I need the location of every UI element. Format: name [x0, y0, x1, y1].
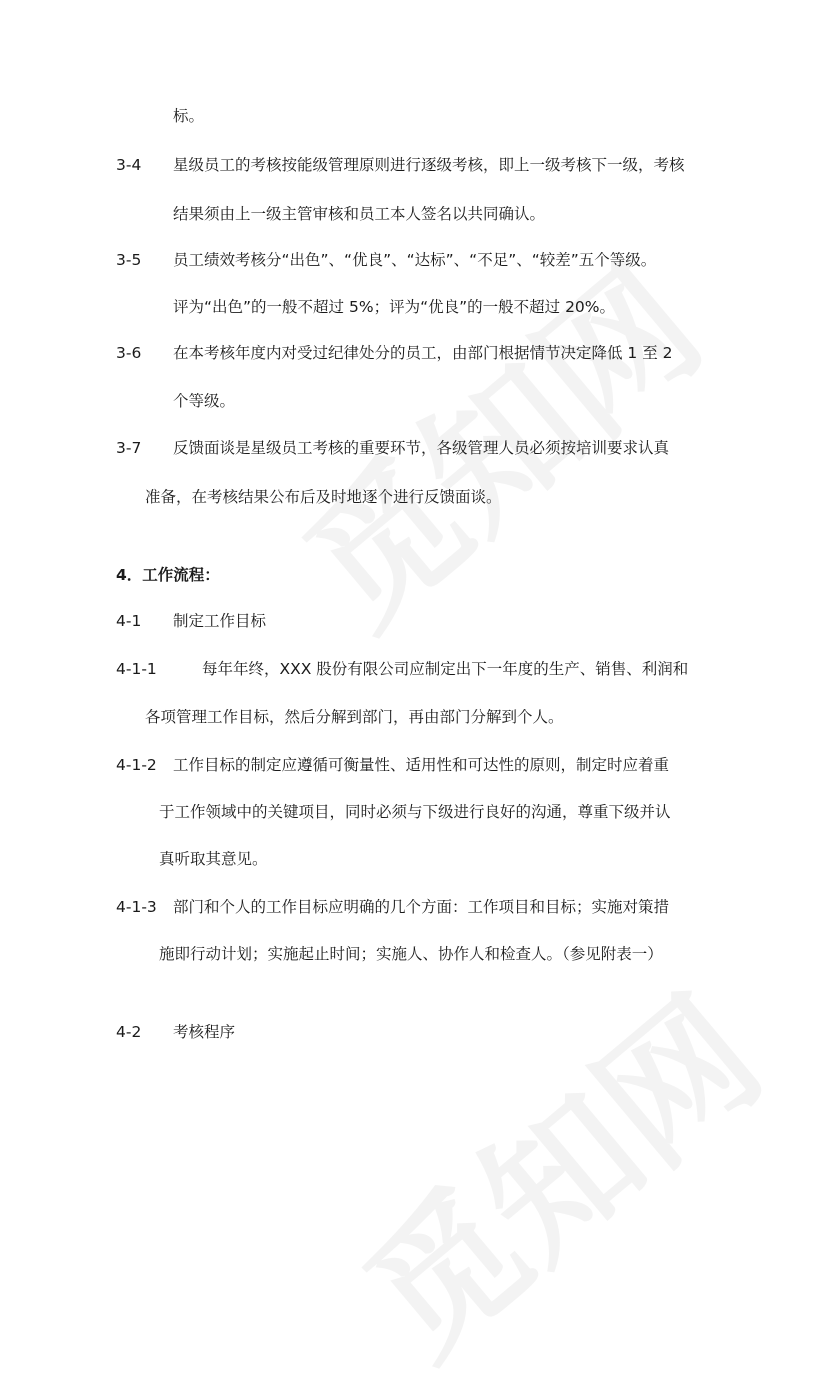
- clause-text: 结果须由上一级主管审核和员工本人签名以共同确认。: [173, 205, 546, 223]
- clause-text: 反馈面谈是星级员工考核的重要环节，各级管理人员必须按培训要求认真: [173, 439, 670, 457]
- clause-text: 工作目标的制定应遵循可衡量性、适用性和可达性的原则，制定时应着重: [173, 756, 670, 774]
- clause-text: 施即行动计划；实施起止时间；实施人、协作人和检查人。（参见附表一）: [159, 945, 663, 963]
- clause-text: 各项管理工作目标，然后分解到部门，再由部门分解到个人。: [145, 708, 564, 726]
- clause-number: 4-2: [116, 1023, 142, 1041]
- section-heading: 4．工作流程：: [116, 566, 220, 584]
- clause-number: 3-7: [116, 439, 142, 457]
- clause-text: 个等级。: [173, 392, 236, 410]
- clause-number: 3-6: [116, 344, 142, 362]
- clause-number: 3-5: [116, 251, 142, 269]
- clause-text: 评为“出色”的一般不超过 5%；评为“优良”的一般不超过 20%。: [173, 298, 616, 316]
- clause-text: 准备，在考核结果公布后及时地逐个进行反馈面谈。: [145, 488, 502, 506]
- clause-text: 真听取其意见。: [159, 850, 268, 868]
- clause-number: 4-1-1: [116, 660, 157, 678]
- clause-text: 部门和个人的工作目标应明确的几个方面：工作项目和目标；实施对策措: [173, 898, 670, 916]
- clause-number: 4-1: [116, 612, 142, 630]
- continuation-text: 标。: [173, 107, 205, 125]
- watermark-bottom: [313, 941, 797, 1395]
- clause-text: 星级员工的考核按能级管理原则进行逐级考核，即上一级考核下一级，考核: [173, 156, 685, 174]
- clause-text: 于工作领域中的关键项目，同时必须与下级进行良好的沟通，尊重下级并认: [159, 803, 671, 821]
- clause-text: 考核程序: [173, 1023, 236, 1041]
- clause-number: 4-1-3: [116, 898, 157, 916]
- clause-text: 员工绩效考核分“出色”、“优良”、“达标”、“不足”、“较差”五个等级。: [173, 251, 657, 269]
- clause-number: 4-1-2: [116, 756, 157, 774]
- clause-text: 在本考核年度内对受过纪律处分的员工，由部门根据情节决定降低 1 至 2: [173, 344, 673, 362]
- clause-number: 3-4: [116, 156, 142, 174]
- clause-text: 制定工作目标: [173, 612, 267, 630]
- clause-text: 每年年终，XXX 股份有限公司应制定出下一年度的生产、销售、利润和: [202, 660, 689, 678]
